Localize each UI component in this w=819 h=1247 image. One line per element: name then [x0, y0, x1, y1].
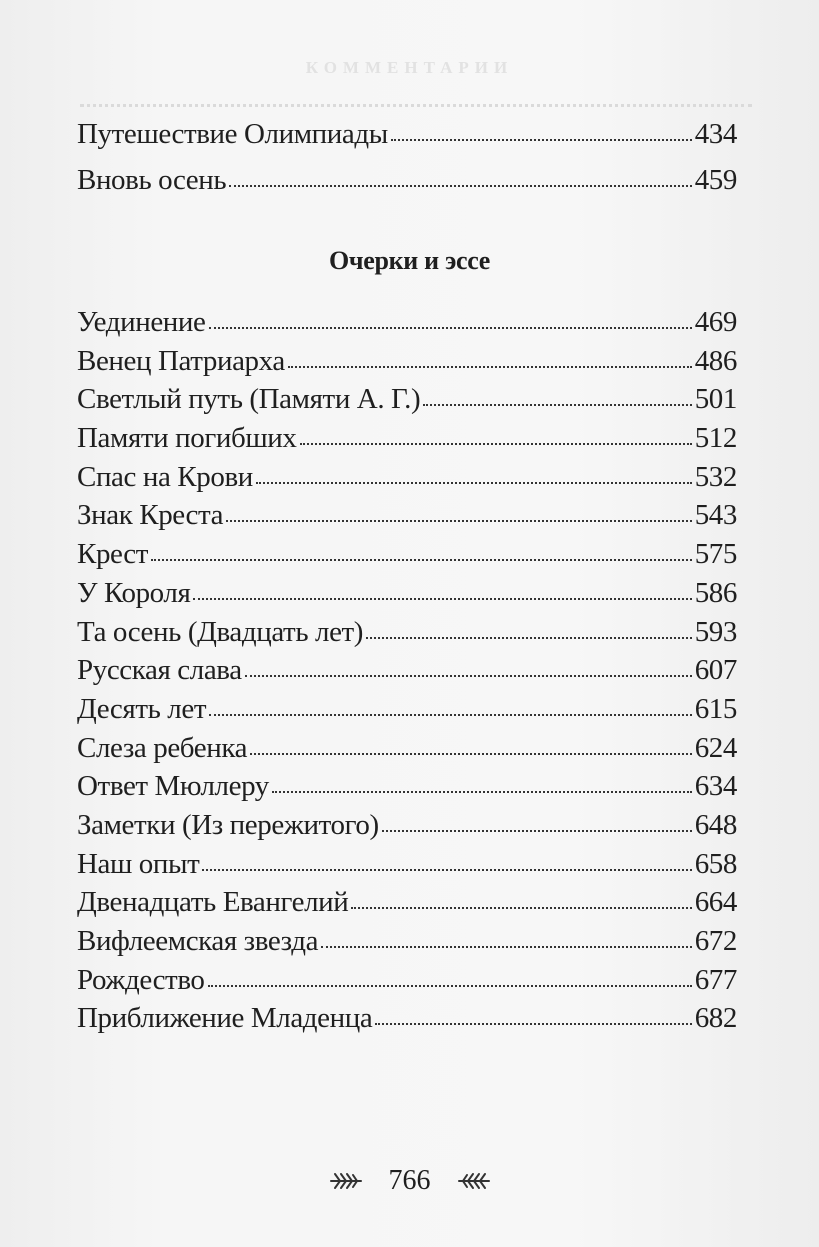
dot-leader: [375, 1023, 691, 1025]
toc-entry-title: У Короля: [77, 576, 191, 609]
toc-entry[interactable]: [77, 613, 737, 652]
toc-entry-page: 486: [694, 344, 737, 377]
toc-entry[interactable]: [77, 161, 737, 200]
toc-entry-title: Путешествие Олимпиады: [77, 118, 388, 150]
toc-entry[interactable]: [77, 115, 737, 154]
bleed-through-header: КОММЕНТАРИИ: [305, 58, 514, 77]
dot-leader: [366, 637, 692, 639]
toc-entry-title: Крест: [77, 538, 148, 571]
toc-entry-title: Десять лет: [77, 692, 207, 725]
dot-leader: [321, 946, 692, 948]
toc-entry[interactable]: [77, 651, 737, 690]
toc-entry[interactable]: [77, 380, 737, 419]
toc-entry[interactable]: [77, 729, 737, 768]
dot-leader: [209, 327, 692, 329]
toc-entry-title: Рождество: [77, 963, 205, 996]
dot-leader: [300, 443, 692, 445]
toc-entry[interactable]: [77, 342, 737, 381]
toc-entry[interactable]: [77, 961, 737, 1000]
toc-entry-title: Двенадцать Евангелий: [77, 886, 349, 919]
toc-entry-title: Приближение Младенца: [77, 1002, 373, 1035]
dot-leader: [288, 366, 692, 368]
dot-leader: [193, 598, 691, 600]
dot-leader: [151, 559, 692, 561]
dot-leader: [229, 185, 691, 187]
toc-entry-page: 575: [694, 538, 737, 571]
toc-entry[interactable]: [77, 303, 737, 342]
dot-leader: [209, 714, 692, 716]
toc-entry-page: 459: [694, 163, 737, 196]
toc-top-list: [77, 115, 737, 199]
toc-entry[interactable]: [77, 845, 737, 884]
toc-entry-title: Вифлеемская звезда: [77, 925, 319, 957]
toc-entry-page: 593: [694, 615, 737, 648]
toc-entry-page: 682: [694, 1002, 737, 1035]
toc-entry-page: 672: [694, 925, 737, 957]
toc-entry[interactable]: [77, 458, 737, 497]
toc-entry-title: Русская слава: [77, 654, 242, 687]
toc-entry-page: 648: [694, 808, 737, 841]
toc-entry-title: Наш опыт: [77, 847, 200, 880]
toc-entry[interactable]: [77, 999, 737, 1038]
toc-entry-title: Та осень (Двадцать лет): [77, 615, 364, 648]
dot-leader: [245, 675, 692, 677]
toc-entry-title: Ответ Мюллеру: [77, 770, 269, 803]
toc-entry-title: Венец Патриарха: [77, 344, 285, 377]
dot-leader: [423, 404, 691, 406]
toc-entry-page: 634: [694, 770, 737, 803]
toc-entry-title: Вновь осень: [77, 163, 227, 196]
dot-leader: [351, 907, 691, 909]
dot-leader: [391, 139, 692, 141]
dot-leader: [202, 869, 691, 871]
toc-entry[interactable]: [77, 767, 737, 806]
toc-entry-page: 434: [694, 118, 737, 150]
toc-entry[interactable]: [77, 419, 737, 458]
dot-leader: [250, 753, 692, 755]
section-title: Очерки и эссе: [328, 246, 491, 275]
dot-leader: [256, 482, 692, 484]
toc-entry-title: Заметки (Из пережитого): [77, 808, 379, 841]
fern-ornament-icon: [329, 1170, 363, 1192]
page-number: 766: [388, 1165, 431, 1196]
toc-entry-page: 607: [694, 654, 737, 687]
toc-entry[interactable]: [77, 883, 737, 922]
toc-section-list: [77, 303, 737, 1038]
toc-entry-page: 624: [694, 731, 737, 764]
toc-entry[interactable]: [77, 806, 737, 845]
toc-entry-page: 658: [694, 847, 737, 880]
toc-entry-title: Слеза ребенка: [77, 731, 248, 764]
toc-entry[interactable]: [77, 690, 737, 729]
toc-entry[interactable]: [77, 574, 737, 613]
toc-entry[interactable]: [77, 535, 737, 574]
page-footer: [0, 1165, 819, 1197]
toc-entry-title: Памяти погибших: [77, 422, 297, 455]
toc-entry-title: Уединение: [77, 306, 206, 338]
toc-entry[interactable]: [77, 496, 737, 535]
fern-ornament-icon: [457, 1170, 491, 1192]
toc-entry-page: 469: [694, 306, 737, 338]
dot-leader: [208, 985, 692, 987]
bleed-through-rule: [80, 104, 752, 111]
toc-entry-page: 664: [694, 886, 737, 919]
toc-entry-title: Светлый путь (Памяти А. Г.): [77, 383, 421, 416]
toc-entry-title: Знак Креста: [77, 499, 224, 532]
toc-entry-page: 615: [694, 692, 737, 725]
toc-entry-page: 532: [694, 460, 737, 493]
toc-entry[interactable]: [77, 922, 737, 961]
dot-leader: [272, 791, 692, 793]
toc-entry-page: 501: [694, 383, 737, 416]
toc-entry-title: Спас на Крови: [77, 460, 253, 493]
toc-entry-page: 586: [694, 576, 737, 609]
toc-entry-page: 677: [694, 963, 737, 996]
dot-leader: [226, 520, 692, 522]
dot-leader: [382, 830, 692, 832]
toc-entry-page: 543: [694, 499, 737, 532]
toc-entry-page: 512: [694, 422, 737, 455]
